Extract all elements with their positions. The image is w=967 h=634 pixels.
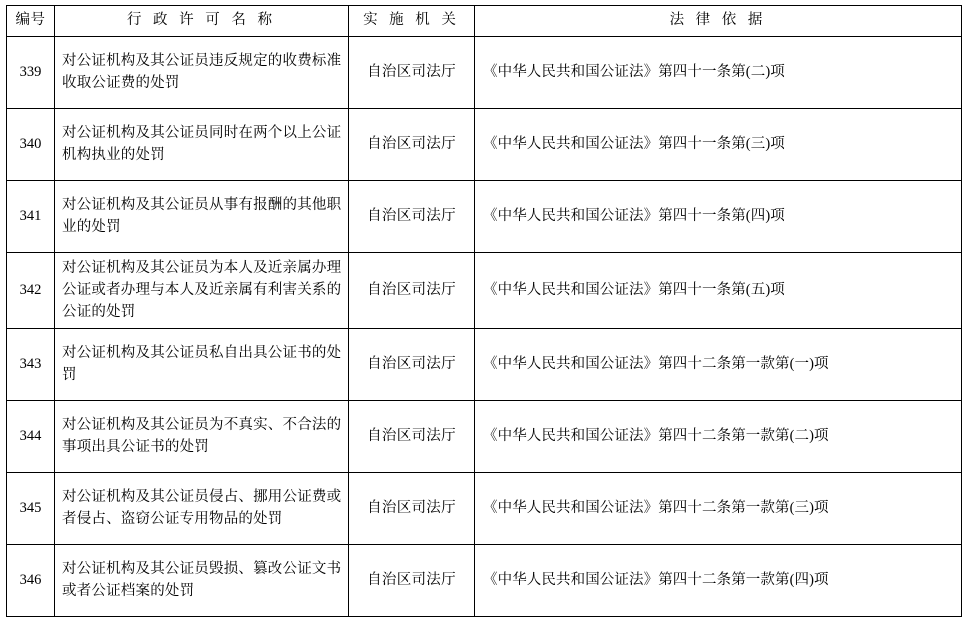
cell-authority: 自治区司法厅 — [349, 329, 475, 401]
cell-legal-basis: 《中华人民共和国公证法》第四十二条第一款第(二)项 — [475, 401, 962, 473]
table-row — [7, 545, 962, 617]
cell-legal-basis: 《中华人民共和国公证法》第四十一条第(二)项 — [475, 37, 962, 109]
table-row — [7, 109, 962, 181]
cell-authority: 自治区司法厅 — [349, 181, 475, 253]
cell-permit-name: 对公证机构及其公证员毁损、篡改公证文书或者公证档案的处罚 — [55, 545, 349, 617]
cell-legal-basis: 《中华人民共和国公证法》第四十一条第(四)项 — [475, 181, 962, 253]
cell-permit-name: 对公证机构及其公证员为不真实、不合法的事项出具公证书的处罚 — [55, 401, 349, 473]
table-header-row — [7, 6, 962, 37]
cell-permit-name: 对公证机构及其公证员私自出具公证书的处罚 — [55, 329, 349, 401]
table-row — [7, 253, 962, 329]
cell-legal-basis: 《中华人民共和国公证法》第四十二条第一款第(三)项 — [475, 473, 962, 545]
cell-number: 339 — [7, 37, 55, 109]
cell-legal-basis: 《中华人民共和国公证法》第四十一条第(五)项 — [475, 253, 962, 329]
cell-authority: 自治区司法厅 — [349, 401, 475, 473]
table-row — [7, 37, 962, 109]
table-header — [7, 6, 962, 37]
cell-authority: 自治区司法厅 — [349, 109, 475, 181]
cell-permit-name: 对公证机构及其公证员同时在两个以上公证机构执业的处罚 — [55, 109, 349, 181]
column-header-permit-name: 行 政 许 可 名 称 — [55, 6, 349, 37]
cell-number: 343 — [7, 329, 55, 401]
table-row — [7, 473, 962, 545]
cell-permit-name: 对公证机构及其公证员为本人及近亲属办理公证或者办理与本人及近亲属有利害关系的公证的处罚 — [55, 253, 349, 329]
table-body — [7, 37, 962, 617]
cell-number: 340 — [7, 109, 55, 181]
cell-authority: 自治区司法厅 — [349, 473, 475, 545]
cell-number: 341 — [7, 181, 55, 253]
column-header-legal-basis: 法 律 依 据 — [475, 6, 962, 37]
table-row — [7, 329, 962, 401]
table-row — [7, 181, 962, 253]
cell-authority: 自治区司法厅 — [349, 545, 475, 617]
cell-permit-name: 对公证机构及其公证员从事有报酬的其他职业的处罚 — [55, 181, 349, 253]
cell-permit-name: 对公证机构及其公证员违反规定的收费标准收取公证费的处罚 — [55, 37, 349, 109]
cell-number: 346 — [7, 545, 55, 617]
table-row — [7, 401, 962, 473]
cell-legal-basis: 《中华人民共和国公证法》第四十二条第一款第(一)项 — [475, 329, 962, 401]
cell-legal-basis: 《中华人民共和国公证法》第四十二条第一款第(四)项 — [475, 545, 962, 617]
column-header-number: 编号 — [7, 6, 55, 37]
cell-legal-basis: 《中华人民共和国公证法》第四十一条第(三)项 — [475, 109, 962, 181]
cell-permit-name: 对公证机构及其公证员侵占、挪用公证费或者侵占、盗窃公证专用物品的处罚 — [55, 473, 349, 545]
cell-number: 344 — [7, 401, 55, 473]
administrative-permit-table — [6, 5, 962, 617]
cell-authority: 自治区司法厅 — [349, 253, 475, 329]
cell-number: 345 — [7, 473, 55, 545]
cell-number: 342 — [7, 253, 55, 329]
column-header-authority: 实 施 机 关 — [349, 6, 475, 37]
cell-authority: 自治区司法厅 — [349, 37, 475, 109]
